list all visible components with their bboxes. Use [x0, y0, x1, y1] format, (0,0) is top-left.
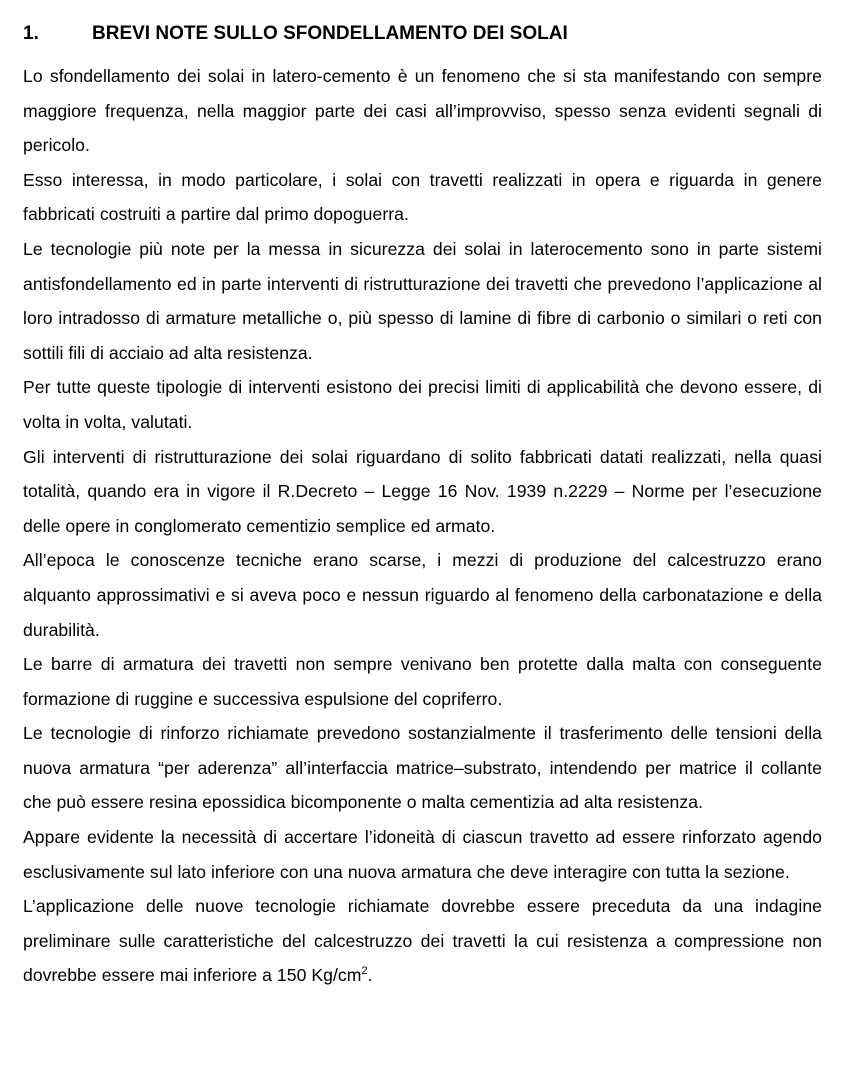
section-title: BREVI NOTE SULLO SFONDELLAMENTO DEI SOLAI: [92, 23, 568, 44]
paragraph-technologies: Le tecnologie più note per la messa in sicurezza dei solai in laterocemento sono in parte sistemi antisfondellamento ed in parte interventi di ristrutturazione dei travetti che prevedono l’applicazione al loro intradosso di armature metalliche o, più spesso di lamine di fibre di carbonio o similari o reti con sottili fili di acciaio ad alta resistenza.: [23, 238, 822, 363]
paragraph-reinforcement: Le tecnologie di rinforzo richiamate prevedono sostanzialmente il trasferimento delle tensioni della nuova armatura “per aderenza” all’interfaccia matrice–substrato, intendendo per matrice il collante che può essere resina epossidica bicomponente o malta cementizia ad alta resistenza.: [23, 723, 822, 813]
paragraph-limits: Per tutte queste tipologie di interventi esistono dei precisi limiti di applicabilità che devono essere, di volta in volta, valutati.: [23, 377, 822, 432]
paragraph-preliminary-survey: [23, 889, 822, 993]
section-number: 1.: [23, 23, 39, 44]
document-page: [23, 18, 822, 993]
paragraph-regulation: Gli interventi di ristrutturazione dei solai riguardano di solito fabbricati datati realizzati, nella quasi totalità, quando era in vigore il R.Decreto – Legge 16 Nov. 1939 n.2229 – Norme per l’esecuzione delle opere in conglomerato cementizio semplice ed armato.: [23, 446, 822, 536]
paragraph-corrosion: Le barre di armatura dei travetti non sempre venivano ben protette dalla malta con conseguente formazione di ruggine e successiva espulsione del copriferro.: [23, 654, 822, 709]
paragraph-suitability: Appare evidente la necessità di accertare l’idoneità di ciascun travetto ad essere rinforzato agendo esclusivamente sul lato inferiore con una nuova armatura che deve interagire con tutta la sezione.: [23, 827, 822, 882]
last-paragraph-end: .: [367, 965, 373, 986]
superscript-exponent: 2: [361, 965, 368, 978]
section-heading: [23, 18, 822, 50]
paragraph-historical-context: All’epoca le conoscenze tecniche erano scarse, i mezzi di produzione del calcestruzzo erano alquanto approssimativi e si aveva poco e nessun riguardo al fenomeno della carbonatazione e della durabilità.: [23, 550, 822, 640]
last-paragraph-text: L’applicazione delle nuove tecnologie richiamate dovrebbe essere preceduta da una indagine preliminare sulle caratteristiche del calcestruzzo dei travetti la cui resistenza a compressione non dovrebbe essere mai inferiore a 150 Kg/cm: [23, 896, 822, 986]
paragraph-scope: Esso interessa, in modo particolare, i solai con travetti realizzati in opera e riguarda in genere fabbricati costruiti a partire dal primo dopoguerra.: [23, 169, 822, 225]
paragraph-intro: Lo sfondellamento dei solai in latero-cemento è un fenomeno che si sta manifestando con sempre maggiore frequenza, nella maggior parte dei casi all’improvviso, spesso senza evidenti segnali di pericolo.: [23, 66, 822, 156]
